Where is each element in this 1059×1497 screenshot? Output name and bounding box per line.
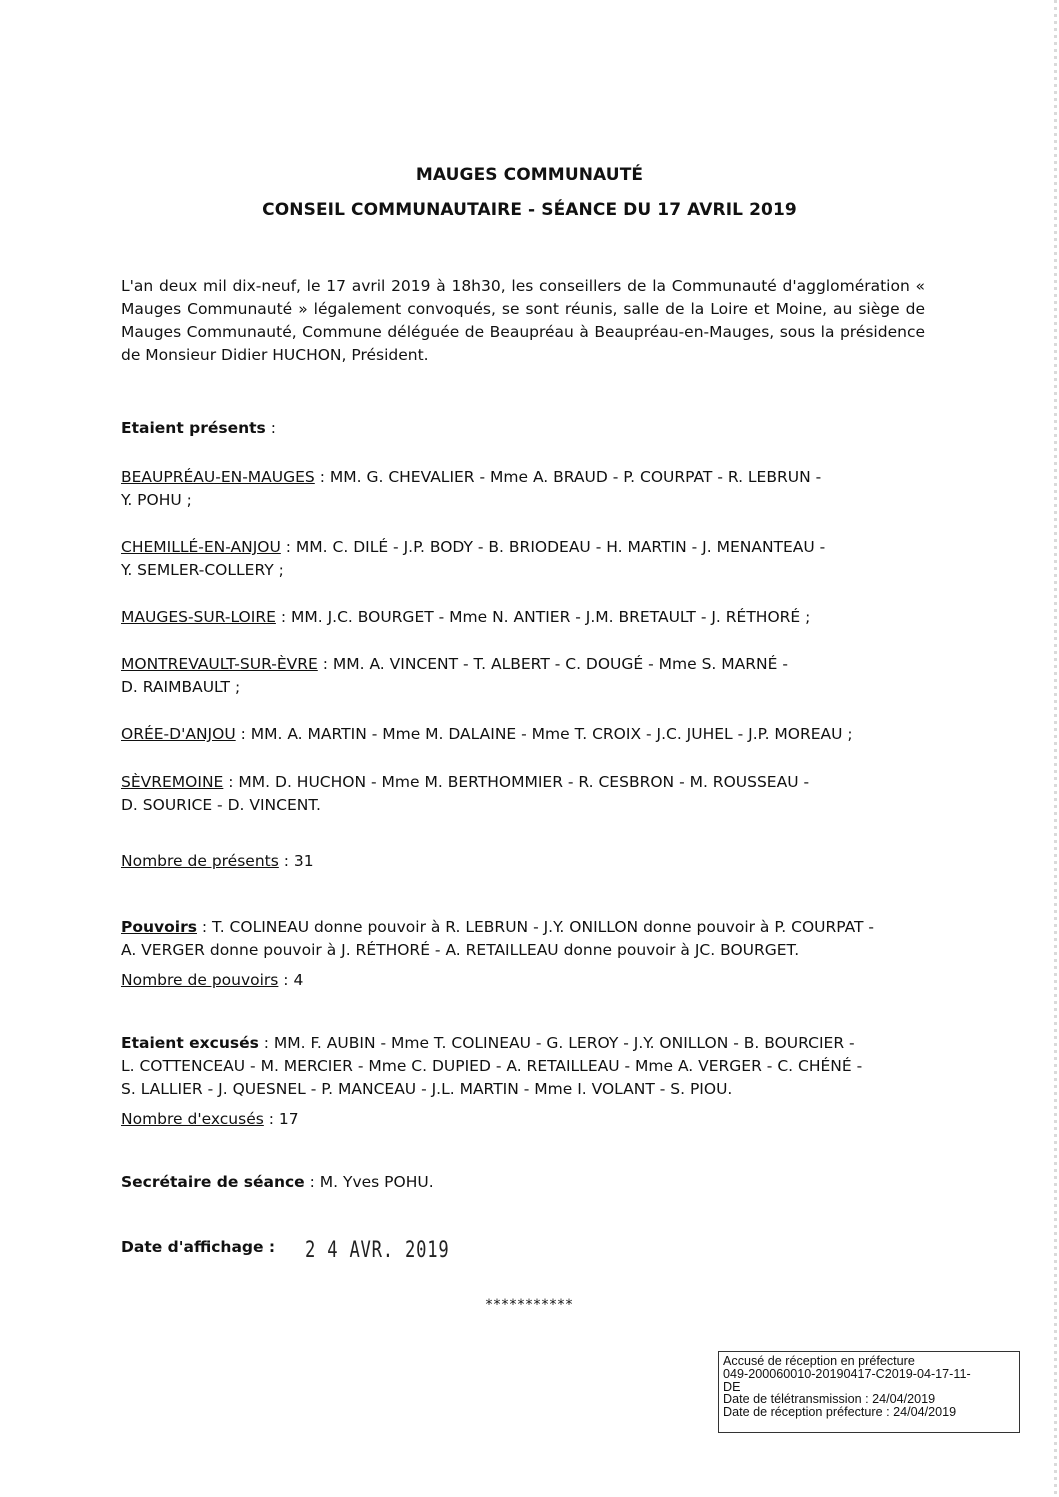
commune-members: : MM. D. HUCHON - Mme M. BERTHOMMIER - R. CESBRON - M. ROUSSEAU - xyxy=(223,773,810,791)
excuses-label: Etaient excusés xyxy=(121,1034,259,1052)
scan-edge-mark xyxy=(1054,0,1057,1497)
commune-members: : MM. A. MARTIN - Mme M. DALAINE - Mme T. CROIX - J.C. JUHEL - J.P. MOREAU ; xyxy=(235,725,853,743)
excuses-count xyxy=(121,1108,299,1131)
commune-members: : MM. C. DILÉ - J.P. BODY - B. BRIODEAU - H. MARTIN - J. MENANTEAU - xyxy=(280,538,826,556)
present-heading xyxy=(121,417,276,440)
excuses-text: L. COTTENCEAU - M. MERCIER - Mme C. DUPIED - A. RETAILLEAU - Mme A. VERGER - C. CHÉNÉ - xyxy=(121,1057,863,1075)
commune-block xyxy=(121,771,809,817)
present-heading-label: Etaient présents xyxy=(121,419,266,437)
commune-name: MONTREVAULT-SUR-ÈVRE xyxy=(121,655,318,673)
commune-members: Y. POHU ; xyxy=(121,491,192,509)
pouvoirs-text: : T. COLINEAU donne pouvoir à R. LEBRUN - J.Y. ONILLON donne pouvoir à P. COURPAT - xyxy=(196,918,875,936)
commune-name: BEAUPRÉAU-EN-MAUGES xyxy=(121,468,315,486)
receipt-line: DE xyxy=(723,1379,741,1394)
secretaire-line xyxy=(121,1171,434,1194)
commune-name: SÈVREMOINE xyxy=(121,773,224,791)
receipt-box xyxy=(718,1351,1020,1433)
intro-paragraph: L'an deux mil dix-neuf, le 17 avril 2019 à 18h30, les conseillers de la Communauté d'agglomération « Mauges Communauté » légalement convoqués, se sont réunis, salle de la Loire et Moine, au siège de Mauges Communauté, Commune déléguée de Beaupréau à Beaupréau-en-Mauges, sous la présidence de Monsieur Didier HUCHON, Président. xyxy=(121,277,925,364)
present-heading-suffix: : xyxy=(265,419,276,437)
receipt-line: Date de réception préfecture : 24/04/2019 xyxy=(723,1405,957,1420)
pouvoirs-text: A. VERGER donne pouvoir à J. RÉTHORÉ - A. RETAILLEAU donne pouvoir à JC. BOURGET. xyxy=(121,941,800,959)
excuses-text: S. LALLIER - J. QUESNEL - P. MANCEAU - J.L. MARTIN - Mme I. VOLANT - S. PIOU. xyxy=(121,1080,733,1098)
commune-members: : MM. A. VINCENT - T. ALBERT - C. DOUGÉ - Mme S. MARNÉ - xyxy=(317,655,788,673)
org-title: MAUGES COMMUNAUTÉ xyxy=(415,165,644,185)
pouvoirs-count-label: Nombre de pouvoirs xyxy=(121,971,279,989)
receipt-line: Accusé de réception en préfecture xyxy=(723,1354,915,1368)
commune-name: MAUGES-SUR-LOIRE xyxy=(121,608,276,626)
receipt-line: Date de télétransmission : 24/04/2019 xyxy=(723,1392,936,1407)
commune-members: : MM. J.C. BOURGET - Mme N. ANTIER - J.M. BRETAULT - J. RÉTHORÉ ; xyxy=(275,608,811,626)
excuses-block xyxy=(121,1032,862,1101)
session-title: CONSEIL COMMUNAUTAIRE - SÉANCE DU 17 AVRIL 2019 xyxy=(262,200,797,220)
commune-members: D. SOURICE - D. VINCENT. xyxy=(121,796,321,814)
pouvoirs-count xyxy=(121,969,303,992)
affichage-line xyxy=(121,1236,275,1259)
excuses-count-value: : 17 xyxy=(263,1110,299,1128)
present-count-value: : 31 xyxy=(278,852,314,870)
excuses-text: : MM. F. AUBIN - Mme T. COLINEAU - G. LEROY - J.Y. ONILLON - B. BOURCIER - xyxy=(258,1034,855,1052)
commune-block xyxy=(121,536,825,582)
commune-members: : MM. G. CHEVALIER - Mme A. BRAUD - P. COURPAT - R. LEBRUN - xyxy=(314,468,822,486)
pouvoirs-count-value: : 4 xyxy=(278,971,304,989)
commune-name: CHEMILLÉ-EN-ANJOU xyxy=(121,538,281,556)
commune-block xyxy=(121,653,788,699)
commune-block xyxy=(121,466,821,512)
present-count-label: Nombre de présents xyxy=(121,852,279,870)
present-count xyxy=(121,850,314,873)
commune-name: ORÉE-D'ANJOU xyxy=(121,725,236,743)
receipt-line: 049-200060010-20190417-C2019-04-17-11- xyxy=(723,1366,971,1381)
commune-block xyxy=(121,723,853,746)
secretaire-label: Secrétaire de séance xyxy=(121,1173,305,1191)
secretaire-value: : M. Yves POHU. xyxy=(304,1173,434,1191)
commune-members: Y. SEMLER-COLLERY ; xyxy=(121,561,284,579)
excuses-count-label: Nombre d'excusés xyxy=(121,1110,264,1128)
separator: *********** xyxy=(485,1297,574,1313)
pouvoirs-label: Pouvoirs xyxy=(121,918,197,936)
commune-block xyxy=(121,606,810,629)
affichage-date-stamp: 2 4 AVR. 2019 xyxy=(305,1238,450,1263)
pouvoirs-block xyxy=(121,916,874,962)
affichage-label: Date d'affichage : xyxy=(121,1238,276,1256)
commune-members: D. RAIMBAULT ; xyxy=(121,678,241,696)
